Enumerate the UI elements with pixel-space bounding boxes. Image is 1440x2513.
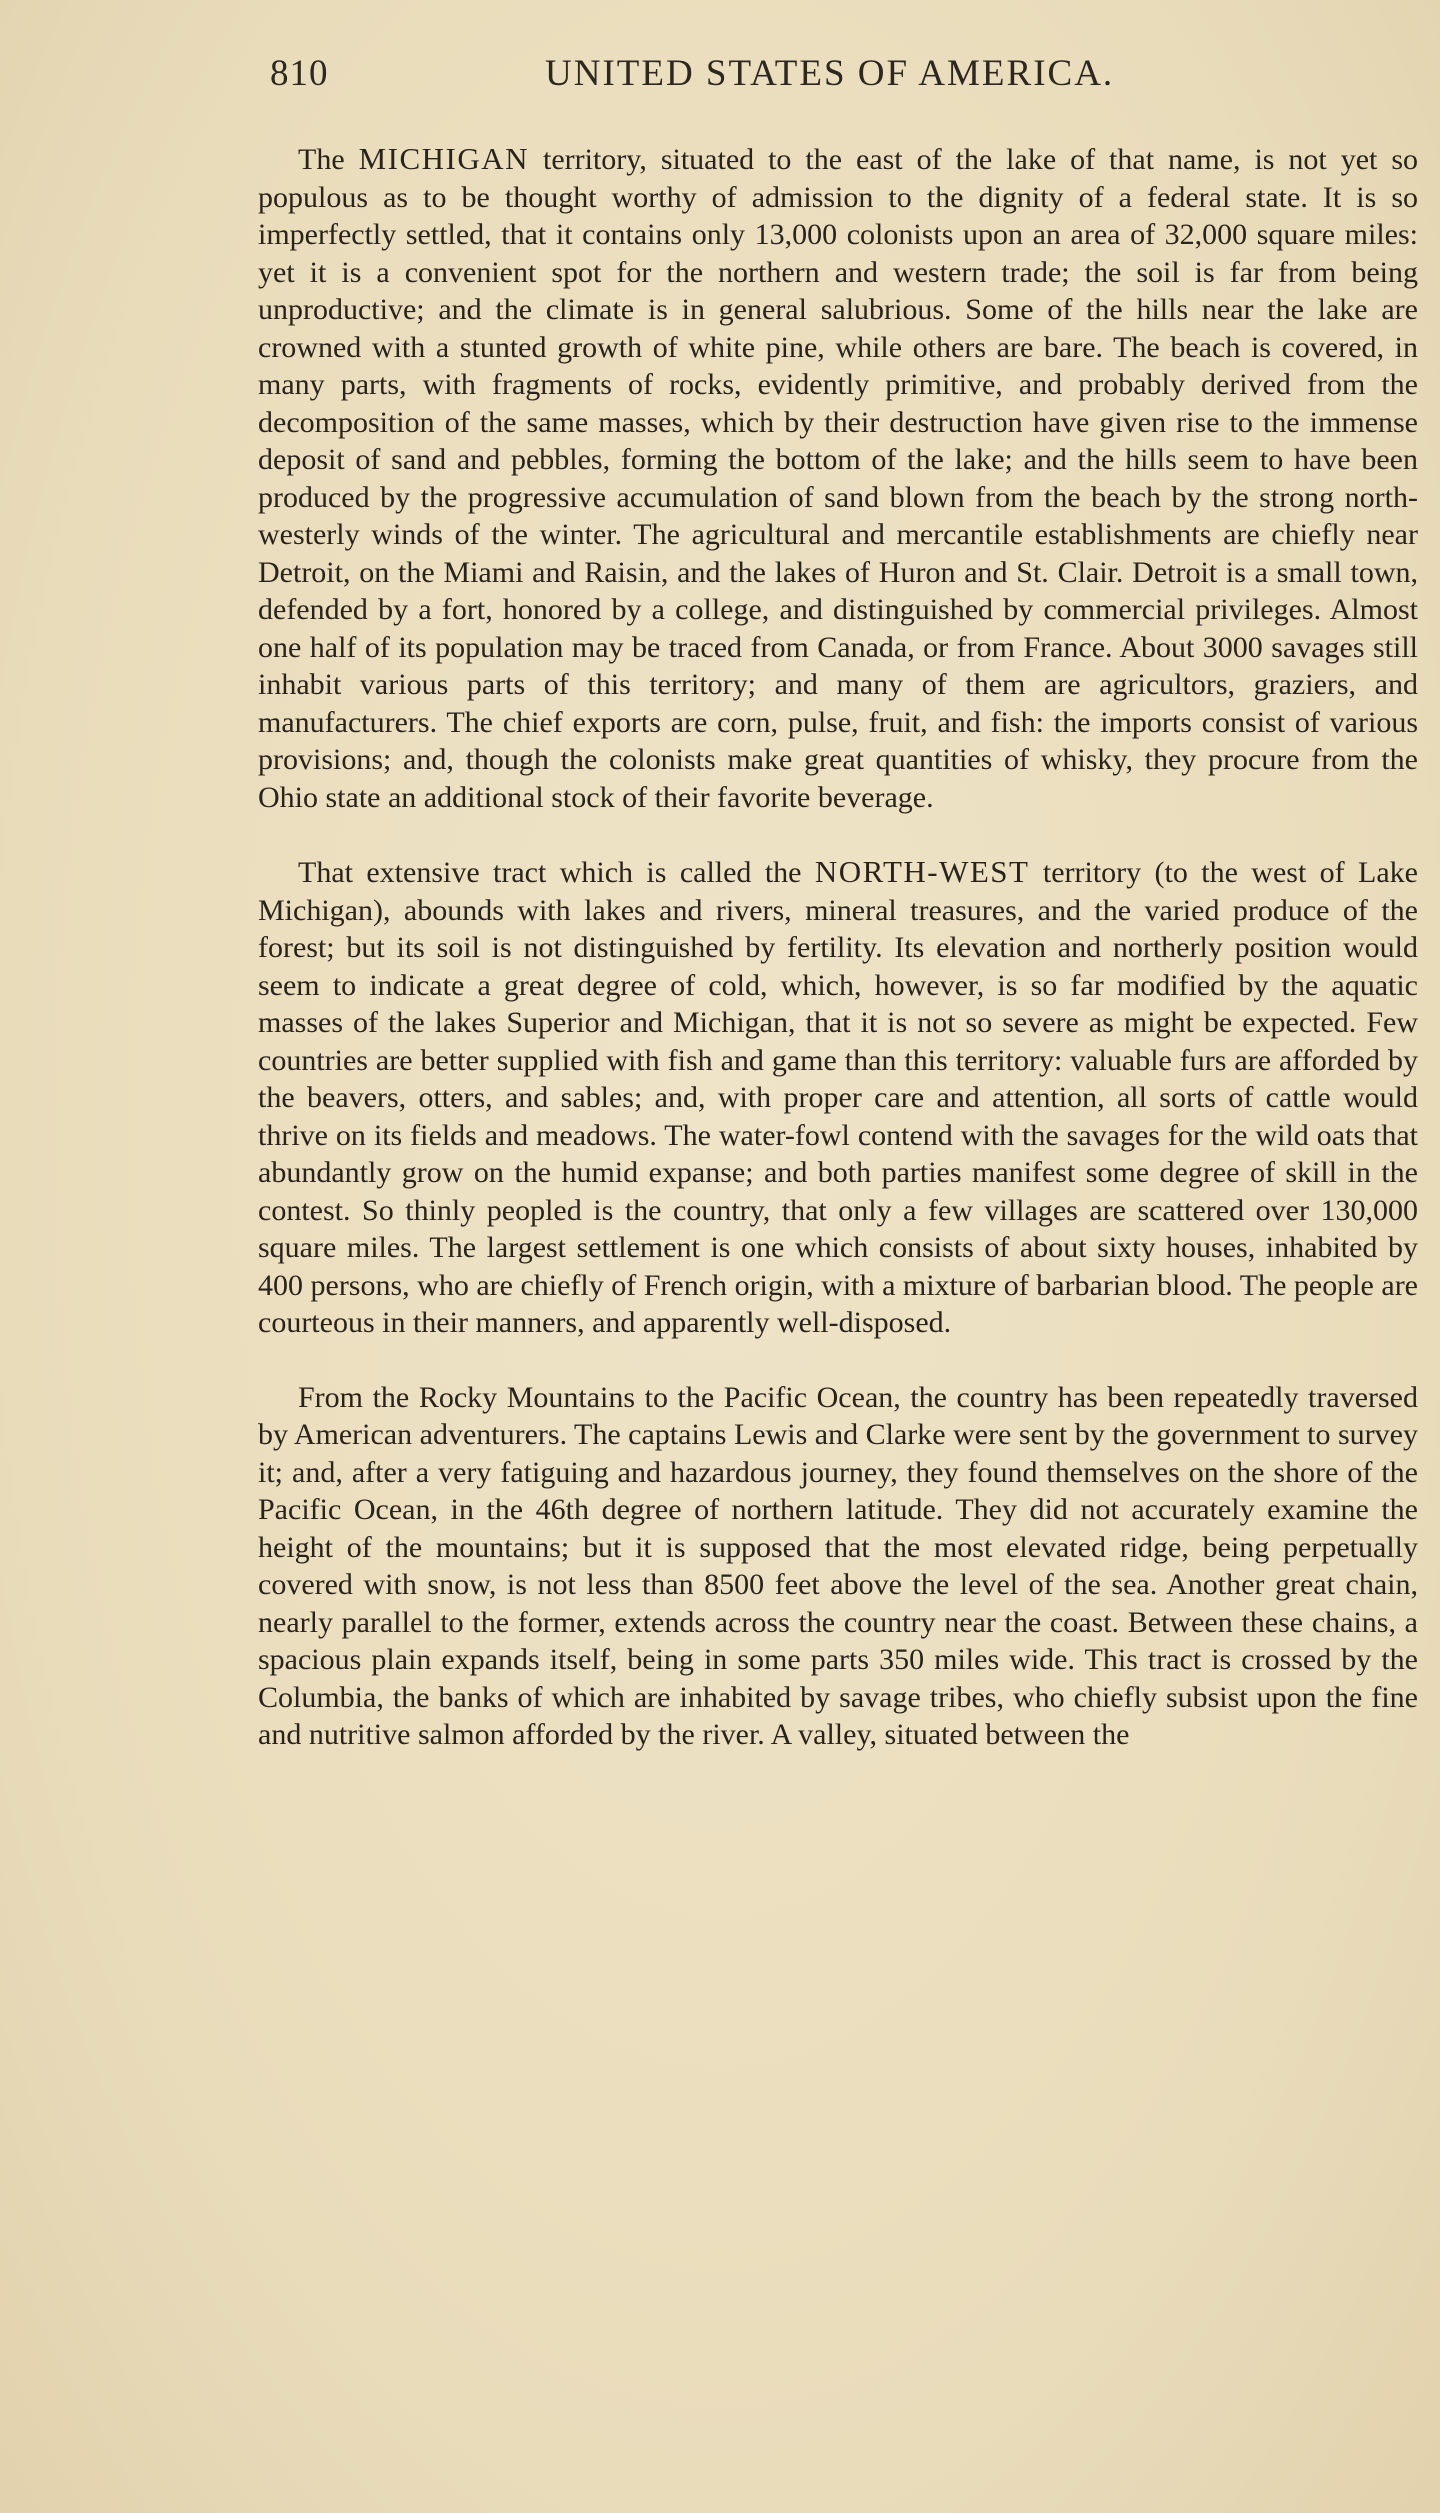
- paragraph-body: territory (to the west of Lake Michigan), abounds with lakes and rivers, mineral treasures, and the varied produce of the forest; but its soil is not distinguished by fertility. Its elevation and northerly position would seem to indicate a great degree of cold, which, however, is so far modified by the aquatic masses of the lakes Superior and Michigan, that it is not so severe as might be expected. Few countries are better supplied with fish and game than this territory: valuable furs are afforded by the beavers, otters, and sables; and, with proper care and attention, all sorts of cattle would thrive on its fields and meadows. The water-fowl contend with the savages for the wild oats that abundantly grow on the humid expanse; and both parties manifest some degree of skill in the contest. So thinly peopled is the country, that only a few villages are scattered over 130,000 square miles. The largest settlement is one which consists of about sixty houses, inhabited by 400 persons, who are chiefly of French origin, with a mixture of barbarian blood. The people are courteous in their manners, and apparently well-disposed.: [258, 856, 1418, 1339]
- paragraph-rocky-mountains: [258, 1379, 1418, 1754]
- paragraph-north-west: [258, 853, 1418, 1342]
- running-title: UNITED STATES OF AMERICA.: [545, 53, 1115, 94]
- territory-name-north-west: NORTH-WEST: [814, 854, 1030, 889]
- paragraph-body: From the Rocky Mountains to the Pacific Ocean, the country has been repeatedly traversed by American adventurers. The captains Lewis and Clarke were sent by the government to survey it; and, after a very fatiguing and hazardous journey, they found themselves on the shore of the Pacific Ocean, in the 46th degree of northern latitude. They did not accurately examine the height of the mountains; but it is supposed that the most elevated ridge, being perpetually covered with snow, is not less than 8500 feet above the level of the sea. Another great chain, nearly parallel to the former, extends across the country near the coast. Between these chains, a spacious plain expands itself, being in some parts 350 miles wide. This tract is crossed by the Columbia, the banks of which are inhabited by savage tribes, who chiefly subsist upon the fine and nutritive salmon afforded by the river. A valley, situated between the: [258, 1380, 1418, 1751]
- page-header: [270, 52, 1170, 112]
- paragraph-body: territory, situated to the east of the lake of that name, is not yet so populous as to be thought worthy of admission to the dignity of a federal state. It is so imperfectly settled, that it contains only 13,000 colonists upon an area of 32,000 square miles: yet it is a convenient spot for the northern and western trade; the soil is far from being unproductive; and the climate is in general salubrious. Some of the hills near the lake are crowned with a stunted growth of white pine, while others are bare. The beach is covered, in many parts, with fragments of rocks, evidently primitive, and probably derived from the decomposition of the same masses, which by their destruction have given rise to the immense deposit of sand and pebbles, forming the bottom of the lake; and the hills seem to have been produced by the progressive accumulation of sand blown from the beach by the strong north-westerly winds of the winter. The agricultural and mercantile establishments are chiefly near Detroit, on the Miami and Raisin, and the lakes of Huron and St. Clair. Detroit is a small town, defended by a fort, honored by a college, and distinguished by commercial privileges. Almost one half of its population may be traced from Canada, or from France. About 3000 savages still inhabit various parts of this territory; and many of them are agricultors, graziers, and manufacturers. The chief exports are corn, pulse, fruit, and fish: the imports consist of various provisions; and, though the colonists make great quantities of whisky, they procure from the Ohio state an additional stock of their favorite beverage.: [258, 143, 1419, 814]
- paragraph-lead: That extensive tract which is called the: [298, 856, 815, 889]
- body-text: [258, 140, 1418, 1754]
- paragraph-michigan: [258, 140, 1418, 816]
- territory-name-michigan: MICHIGAN: [358, 141, 530, 176]
- page-number: 810: [270, 53, 329, 94]
- paragraph-lead: The: [298, 143, 359, 176]
